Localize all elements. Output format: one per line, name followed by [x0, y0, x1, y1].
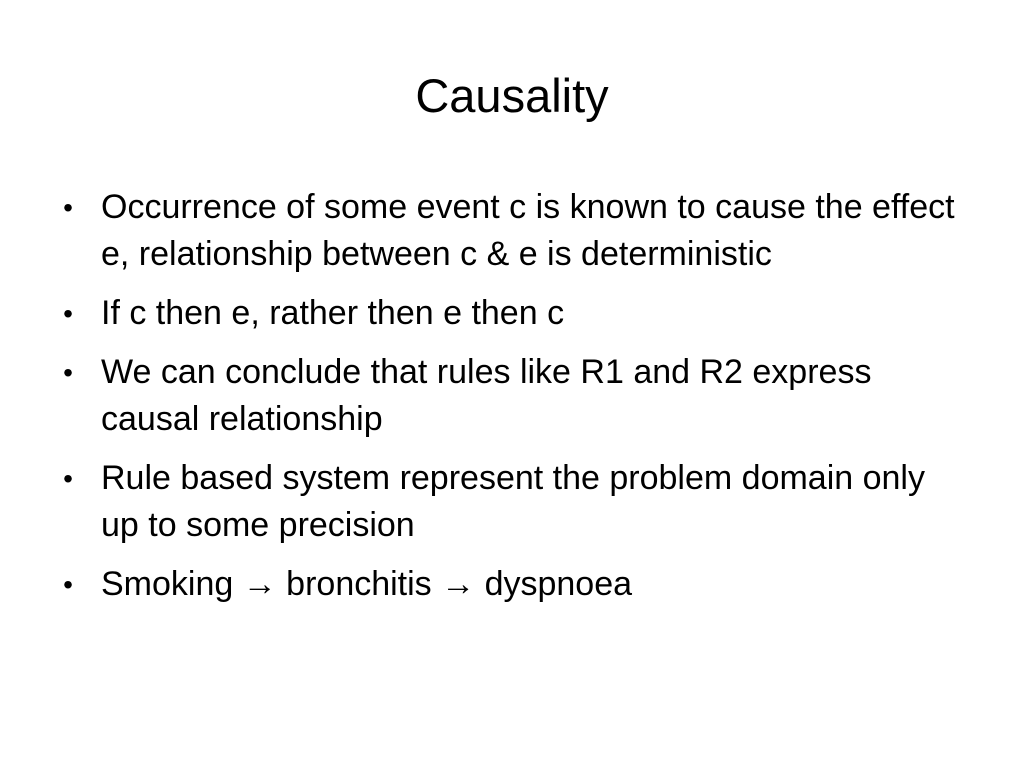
bullet-dot-icon: •	[63, 298, 73, 329]
bullet-text: Smoking → bronchitis → dyspnoea	[101, 565, 633, 603]
bullet-list	[58, 184, 970, 620]
bullet-item	[58, 290, 970, 337]
slide-title: Causality	[415, 69, 609, 122]
bullet-item	[58, 561, 970, 608]
bullet-text: If c then e, rather then e then c	[101, 294, 565, 332]
bullet-item	[58, 455, 970, 549]
bullet-item	[58, 349, 970, 443]
bullet-text: Rule based system represent the problem domain only up to some precision	[101, 459, 925, 544]
bullet-dot-icon: •	[63, 463, 73, 494]
bullet-dot-icon: •	[63, 569, 73, 600]
bullet-text: Occurrence of some event c is known to cause the effect e, relationship between c & e is deterministic	[101, 188, 955, 273]
bullet-item	[58, 184, 970, 278]
bullet-dot-icon: •	[63, 357, 73, 388]
bullet-dot-icon: •	[63, 192, 73, 223]
bullet-text: We can conclude that rules like R1 and R2 express causal relationship	[101, 353, 872, 438]
